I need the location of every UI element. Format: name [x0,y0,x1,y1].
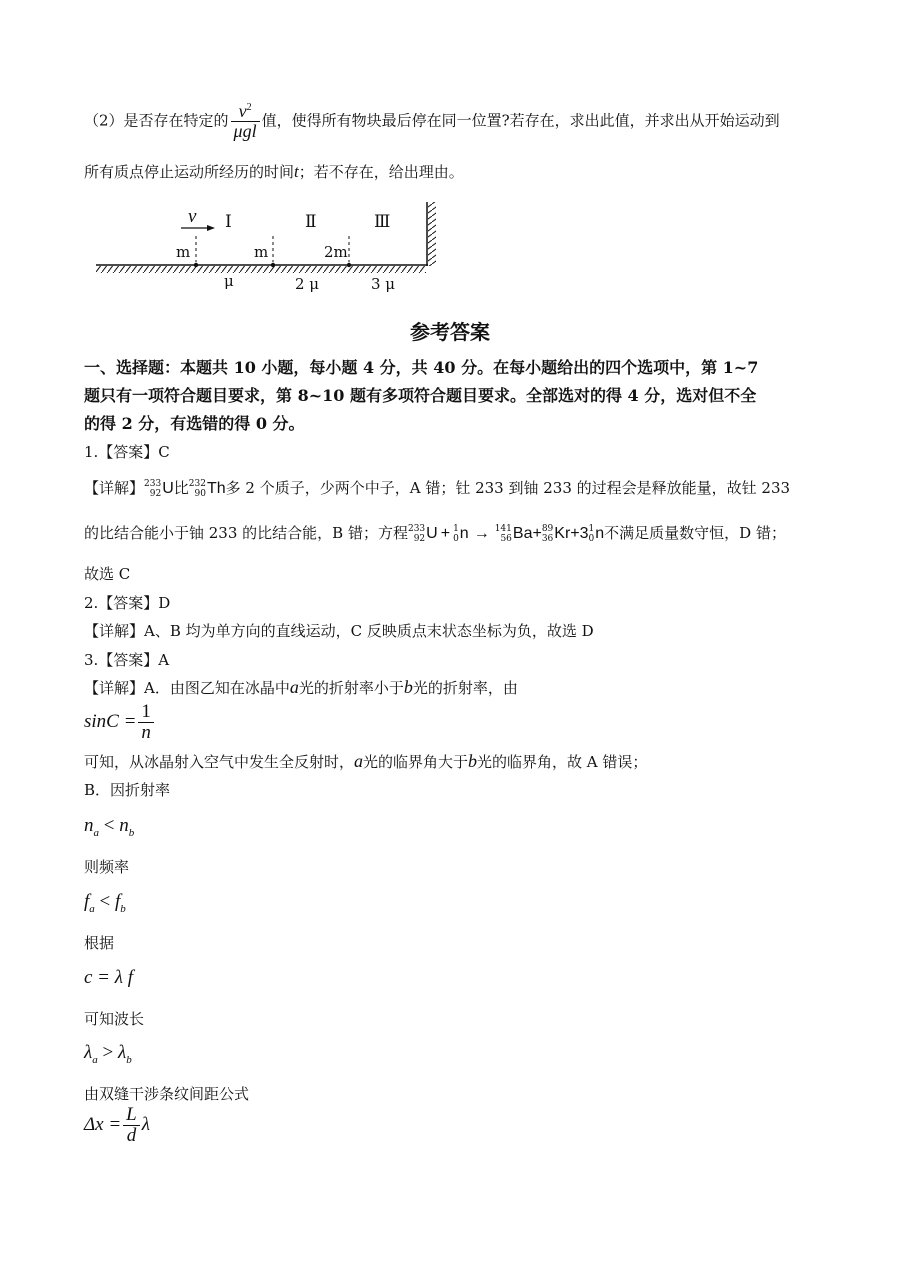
kr-nuclide [542,524,553,544]
f-sub-b: b [120,902,126,915]
refractive-inequality [84,815,134,839]
neutron-symbol: n [459,525,469,542]
eq-plus: + [440,525,451,542]
frequency-label: 则频率 [84,858,130,876]
wavelength-label: 可知波长 [84,1010,145,1028]
answers-heading: 参考答案 [410,320,490,344]
mass-point-2 [271,263,275,267]
answer-1-label: 1.【答案】C [84,443,170,461]
conclusion-text3: 光的临界角，故 A 错误； [477,753,648,771]
friction-label-2: 2 μ [295,275,320,293]
friction-label-3: 3 μ [371,275,396,293]
answer-3-detail-a [84,677,518,698]
frac-den: μgl [233,120,257,141]
sinc-lhs: sinC = [84,710,137,732]
n-num: 0 [453,534,459,544]
ba-nuclide [495,524,512,544]
answer-3-label: 3.【答案】A [84,651,170,669]
th232-nuclide [189,479,206,499]
detail-a-text1: 【详解】A．由图乙知在冰晶中 [84,679,290,697]
n-symbol-a: n [84,815,94,836]
wall-hatch [428,202,436,266]
ba-num: 56 [500,534,512,544]
n2-mass: 1 [588,524,595,534]
mass-label-1: m [176,243,191,261]
sinc-num: 1 [138,702,154,723]
conclusion-text1: 可知，从冰晶射入空气中发生全反射时， [84,753,355,771]
lambda-a: λ [84,1042,93,1063]
detail-line1-rest: 多 2 个质子，少两个中子，A 错；钍 233 到铀 233 的过程会是释放能量，故钍 233 [225,479,791,497]
light-a: a [289,677,299,697]
sinc-den: n [141,721,151,743]
th-num: 90 [194,489,206,499]
q2-line2-b: ；若不存在，给出理由。 [298,163,464,181]
answer-3-conclusion [84,751,647,772]
conclusion-text2: 光的临界角大于 [363,753,469,771]
lambda-b: λ [117,1042,127,1063]
answer-2-label: 2.【答案】D [84,594,171,612]
n-symbol-b: n [119,815,129,836]
compare-text: 比 [173,479,189,497]
detail-a-text2: 光的折射率小于 [298,679,404,697]
detail-line2-b: 不满足质量数守恒，D 错； [604,524,786,542]
answer-1-detail-line1 [84,477,790,499]
kr-symbol: Kr+3 [554,525,589,542]
n2-num: 0 [588,534,595,544]
section-line-3: 的得 2 分，有选错的得 0 分。 [84,414,305,433]
wavelength-inequality [84,1042,132,1066]
q2-prefix: （2）是否存在特定的 [84,111,229,130]
u233-nuclide [144,479,161,499]
n-sub-a: a [93,826,99,839]
f-symbol-b: f [115,891,121,912]
frac-num-sup: 2 [246,102,252,113]
dx-lhs: Δx = [84,1113,122,1135]
u-mass: 233 [144,479,162,489]
physics-diagram [0,0,900,310]
f-sub-a: a [89,902,95,915]
velocity-arrowhead [207,225,215,231]
neutron-nuclide [453,524,459,544]
region-3-label: Ⅲ [374,212,391,232]
f-symbol-a: f [84,891,90,912]
velocity-label: v [188,206,197,227]
kr-mass: 89 [541,524,554,534]
region-1-label: Ⅰ [225,212,232,232]
q2-suffix: 值，使得所有物块最后停在同一位置?若存在，求出此值，并求出从开始运动到 [261,111,780,130]
frac-num: v [238,101,247,121]
dx-den: d [126,1124,137,1146]
double-slit-label: 由双缝干涉条纹间距公式 [84,1085,250,1103]
ba-mass: 141 [494,524,512,534]
section-line-2: 题只有一项符合题目要求，第 8~10 题有多项符合题目要求。全部选对的得 4 分，选对但不全 [84,386,757,405]
reaction-arrow: → [473,525,490,542]
ground-hatch [96,266,426,273]
th-symbol: Th [206,480,226,497]
double-slit-formula [84,1105,150,1146]
eq-u-symbol: U [426,525,438,542]
eq-u-nuclide [408,524,425,544]
sinc-formula [84,702,156,743]
less-than-2: < [94,891,115,912]
neutron2-symbol: n [595,525,605,542]
region-2-label: Ⅱ [305,212,317,232]
neutron2-nuclide [589,524,595,544]
q2-line2-a: 所有质点停止运动所经历的时间 [84,163,295,181]
dx-lambda: λ [141,1113,150,1135]
part-b-label: B．因折射率 [84,781,171,799]
lambda-sub-a: a [92,1053,98,1066]
frequency-inequality [84,891,126,915]
basis-label: 根据 [84,934,115,952]
answer-2-detail: 【详解】A、B 均为单方向的直线运动，C 反映质点末状态坐标为负，故选 D [84,622,594,640]
dx-fraction [123,1105,140,1146]
wave-equation: c = λ f [84,967,134,988]
answer-1-detail-line2 [84,522,786,544]
sinc-fraction [138,702,154,743]
time-variable: t [294,162,299,181]
answer-1-detail-line3: 故选 C [84,565,131,583]
friction-label-1: μ [224,272,234,290]
greater-than: > [97,1042,118,1063]
detail-prefix: 【详解】 [84,479,145,497]
n-sub-b: b [128,826,135,839]
detail-line2-a: 的比结合能小于铀 233 的比结合能，B 错；方程 [84,524,408,542]
section-line-1: 一、选择题：本题共 10 小题，每小题 4 分，共 40 分。在每小题给出的四个选项中，第 1~7 [84,358,759,377]
u-num: 92 [149,489,162,499]
th-mass: 232 [188,479,206,489]
less-than: < [99,815,120,836]
u-symbol: U [162,480,174,497]
mass-label-2: m [254,243,269,261]
detail-a-text3: 光的折射率，由 [412,679,518,697]
light-b-2: b [468,751,478,771]
mass-label-3: 2m [324,243,348,261]
kr-num: 36 [541,534,554,544]
mass-point-3 [347,263,351,267]
eq-u-num: 92 [413,534,426,544]
ba-symbol: Ba+ [512,525,542,542]
mass-point-1 [194,263,198,267]
eq-u-mass: 233 [407,524,426,534]
n-mass: 1 [453,524,459,534]
light-b: b [403,677,413,697]
lambda-sub-b: b [126,1053,132,1066]
light-a-2: a [354,751,364,771]
dx-num: L [123,1105,140,1126]
